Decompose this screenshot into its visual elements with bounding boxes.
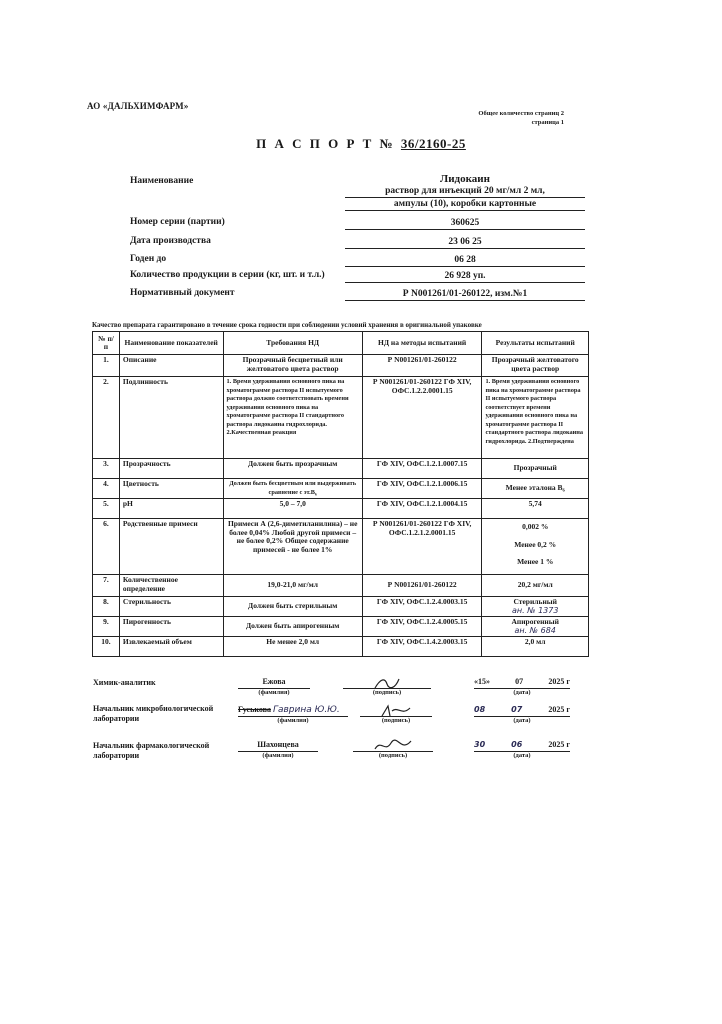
row-req: 19,0-21,0 мг/мл: [223, 575, 362, 597]
page-count: [478, 109, 564, 127]
signature-role-chemist: Химик-аналитик: [93, 678, 156, 687]
signature-name-caption: (фамилия): [277, 717, 309, 724]
analysis-number-pyrogenicity: ан. № 684: [514, 625, 556, 635]
date-year: 2025 г: [548, 677, 570, 686]
product-pack: ампулы (10), коробки картонные: [345, 198, 585, 211]
signature-date-caption: (дата): [513, 689, 531, 696]
row-result: Менее эталона В₆: [482, 479, 589, 499]
row-method: Р N001261/01-260122: [362, 575, 482, 597]
table-row: [93, 637, 589, 657]
row-name: Извлекаемый объем: [119, 637, 223, 657]
handwritten-name: Гаврина Ю.Ю.: [272, 705, 340, 715]
signature-name-caption: (фамилия): [258, 689, 290, 696]
row-result: Прозрачный желтоватого цвета раствор: [482, 355, 589, 377]
field-label-expiry: Годен до: [130, 254, 167, 264]
row-method: Р N001261/01-260122: [362, 355, 482, 377]
analysis-number-sterility: ан. № 1373: [511, 605, 559, 615]
results-table: [92, 331, 589, 657]
date-month: 06: [511, 740, 523, 749]
row-name: Подлинность: [119, 377, 223, 459]
row-num: 1.: [93, 355, 120, 377]
table-row: [93, 377, 589, 459]
table-header-row: [93, 332, 589, 355]
signature-date-pharmacology: [474, 739, 570, 759]
row-req: Должен быть апирогенным: [223, 617, 362, 637]
signature-sign-line: [353, 739, 433, 752]
signature-name-value: Шахонцева: [238, 739, 318, 752]
signature-sign-chemist: [343, 676, 431, 696]
field-label-batch: Номер серии (партии): [130, 217, 225, 227]
row-name: Описание: [119, 355, 223, 377]
signature-sign-pharmacology: [353, 739, 433, 759]
row-result: [482, 597, 589, 617]
row-name: Количественное определение: [119, 575, 223, 597]
product-form: раствор для инъекций 20 мг/мл 2 мл,: [345, 185, 585, 198]
row-method: ГФ XIV, ОФС.1.2.4.0005.15: [362, 617, 482, 637]
date-month: 07: [515, 677, 524, 686]
page-total: Общее количество страниц 2: [478, 110, 564, 117]
field-value-normative-doc: Р N001261/01-260122, изм.№1: [345, 289, 585, 301]
signature-role-microbiology: Начальник микробиологической лаборатории: [93, 704, 214, 723]
row-num: 4.: [93, 479, 120, 499]
field-value-name: [345, 173, 585, 211]
signature-name-value: [238, 704, 348, 717]
row-name: Прозрачность: [119, 459, 223, 479]
signature-name-caption: (фамилия): [262, 752, 294, 759]
result-impurity-a: 0,002 %: [522, 522, 549, 531]
signature-date-line: [474, 676, 570, 689]
row-num: 8.: [93, 597, 120, 617]
row-req: Не менее 2,0 мл: [223, 637, 362, 657]
table-row: [93, 479, 589, 499]
signature-date-line: [474, 704, 570, 717]
signature-scribble: [367, 676, 407, 690]
date-day: «15»: [474, 677, 490, 686]
signature-date-chemist: [474, 676, 570, 696]
company-name: АО «ДАЛЬХИМФАРМ»: [87, 101, 189, 111]
row-result: [482, 617, 589, 637]
row-req: Примеси А (2,6-диметиланилина) – не более 0,04% Любой другой примеси – не более 0,2% Общее содержание примесей - не более 1%: [223, 519, 362, 575]
table-row: [93, 597, 589, 617]
field-value-quantity: 26 928 уп.: [345, 271, 585, 283]
row-name: pH: [119, 499, 223, 519]
header-name: Наименование показателей: [119, 332, 223, 355]
signature-role-pharmacology: Начальник фармакологической лаборатории: [93, 741, 210, 760]
signature-sign-line: [343, 676, 431, 689]
header-results: Результаты испытаний: [482, 332, 589, 355]
signature-scribble: [376, 704, 416, 718]
row-num: 2.: [93, 377, 120, 459]
table-row: [93, 499, 589, 519]
date-day: 08: [474, 705, 486, 714]
signature-name-value: Ежова: [238, 676, 310, 689]
table-row: [93, 617, 589, 637]
field-label-name: Наименование: [130, 176, 194, 186]
field-value-manufacture-date: 23 06 25: [345, 237, 585, 249]
row-name: Цветность: [119, 479, 223, 499]
row-result: 1. Время удерживания основного пика на хроматограмме раствора II испытуемого раствора соответствует времени удерживания основного пика на хроматограмме раствора II стандартного раствора лидокаина гидрохлорида. 2.Подтверждена: [482, 377, 589, 459]
signature-sign-microbiology: [360, 704, 432, 724]
row-name: Пирогенность: [119, 617, 223, 637]
passport-number: 36/2160-25: [400, 136, 466, 151]
row-method: Р N001261/01-260122 ГФ XIV, ОФС.1.2.2.0001.15: [362, 377, 482, 459]
field-value-batch: 360625: [345, 218, 585, 230]
product-name: Лидокаин: [440, 173, 490, 185]
field-label-quantity: Количество продукции в серии (кг, шт. и т.л.): [130, 270, 325, 280]
quality-guarantee: Качество препарата гарантировано в течение срока годности при соблюдении условий хранения в оригинальной упаковке: [92, 321, 482, 329]
result-impurity-total: Менее 1 %: [517, 557, 554, 566]
row-result: 2,0 мл: [482, 637, 589, 657]
row-method: ГФ XIV, ОФС.1.2.4.0003.15: [362, 597, 482, 617]
signature-date-line: [474, 739, 570, 752]
field-label-normative-doc: Нормативный документ: [130, 288, 235, 298]
row-req: Должен быть стерильным: [223, 597, 362, 617]
title-prefix: П А С П О Р Т №: [256, 136, 396, 151]
signature-name-pharmacology: [238, 739, 318, 759]
row-method: ГФ XIV, ОФС.1.2.1.0007.15: [362, 459, 482, 479]
row-req: 5,0 – 7,0: [223, 499, 362, 519]
row-result: [482, 519, 589, 575]
field-label-manufacture-date: Дата производства: [130, 236, 211, 246]
table-row: [93, 575, 589, 597]
date-year: 2025 г: [548, 740, 570, 749]
row-name: Стерильность: [119, 597, 223, 617]
row-num: 7.: [93, 575, 120, 597]
signature-sign-caption: (подпись): [378, 752, 408, 759]
signature-sign-caption: (подпись): [372, 689, 402, 696]
row-method: ГФ XIV, ОФС.1.2.1.0004.15: [362, 499, 482, 519]
row-method: ГФ XIV, ОФС.1.2.1.0006.15: [362, 479, 482, 499]
passport-title: [0, 136, 722, 152]
row-num: 5.: [93, 499, 120, 519]
row-req: 1. Время удерживания основного пика на хроматограмме раствора II испытуемого раствора должно соответствовать времени удерживания основного пика на хроматограмме раствора II стандартного раствора лидокаина гидрохлорида. 2.Качественная реакция: [223, 377, 362, 459]
result-impurity-other: Менее 0,2 %: [514, 539, 557, 549]
row-method: ГФ XIV, ОФС.1.4.2.0003.15: [362, 637, 482, 657]
date-day: 30: [474, 740, 486, 749]
row-num: 9.: [93, 617, 120, 637]
date-month: 07: [511, 705, 523, 714]
row-result: Прозрачный: [482, 459, 589, 479]
table-row: [93, 519, 589, 575]
row-method: Р N001261/01-260122 ГФ XIV, ОФС.1.2.1.2.0001.15: [362, 519, 482, 575]
struck-name: Гуськова: [238, 705, 271, 714]
result-pyrogenicity: Апирогенный: [511, 617, 559, 626]
signature-date-microbiology: [474, 704, 570, 724]
signature-name-chemist: [238, 676, 310, 696]
result-sterility: Стерильный: [513, 597, 557, 606]
field-value-expiry: 06 28: [345, 255, 585, 267]
header-requirements: Требования НД: [223, 332, 362, 355]
row-req: Прозрачный бесцветный или желтоватого цвета раствор: [223, 355, 362, 377]
row-num: 6.: [93, 519, 120, 575]
row-req: Должен быть бесцветным или выдерживать сравнение с эт.В₆: [223, 479, 362, 499]
row-result: 5,74: [482, 499, 589, 519]
row-name: Родственные примеси: [119, 519, 223, 575]
signature-scribble: [371, 739, 415, 753]
signature-date-caption: (дата): [513, 717, 531, 724]
page-number: страница 1: [531, 119, 564, 126]
signature-name-microbiology: [238, 704, 348, 724]
header-num: № п/п: [93, 332, 120, 355]
row-result: 20,2 мг/мл: [482, 575, 589, 597]
row-req: Должен быть прозрачным: [223, 459, 362, 479]
row-num: 3.: [93, 459, 120, 479]
signature-sign-caption: (подпись): [381, 717, 411, 724]
signature-sign-line: [360, 704, 432, 717]
date-year: 2025 г: [548, 705, 570, 714]
row-num: 10.: [93, 637, 120, 657]
table-row: [93, 355, 589, 377]
signature-date-caption: (дата): [513, 752, 531, 759]
table-row: [93, 459, 589, 479]
header-methods: НД на методы испытаний: [362, 332, 482, 355]
